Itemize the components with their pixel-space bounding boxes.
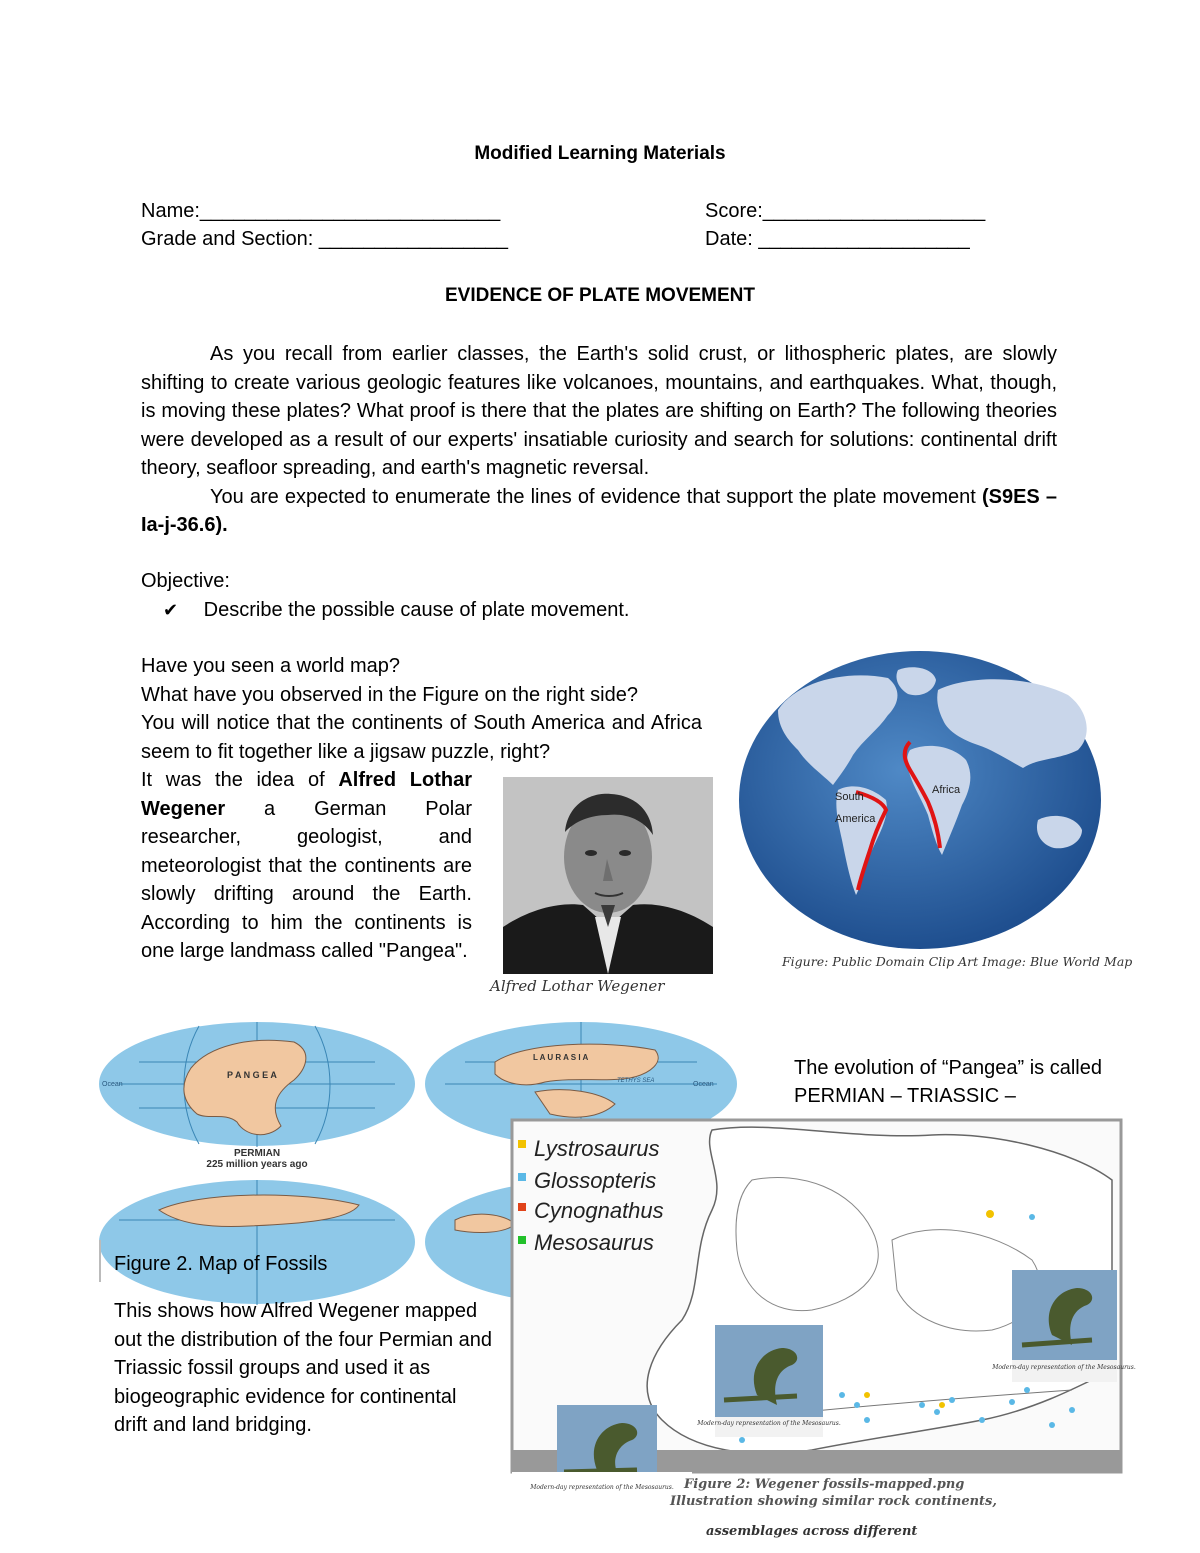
permian-years: 225 million years ago xyxy=(206,1159,308,1170)
globe-label-africa: Africa xyxy=(932,784,961,796)
lesson-heading: EVIDENCE OF PLATE MOVEMENT xyxy=(444,285,755,306)
portrait-caption: Alfred Lothar Wegener xyxy=(490,977,665,995)
permian-caption xyxy=(99,1148,415,1170)
laurasia-letters: L A U R A S I A xyxy=(533,1053,589,1062)
world-globe xyxy=(738,650,1102,950)
objective-text: Describe the possible cause of plate movement. xyxy=(203,599,630,621)
figure-divider xyxy=(99,1240,101,1282)
fossil-map xyxy=(512,1120,1136,1472)
pangea-cretaceous-map xyxy=(425,1180,515,1240)
inset-caption-middle: Modern-day representation of the Mesosaurus. xyxy=(697,1420,841,1427)
inset-caption-right: Modern-day representation of the Mesosaurus. xyxy=(992,1364,1136,1371)
objective-label: Objective: xyxy=(141,570,230,592)
inset-left-caption-box xyxy=(512,1472,692,1547)
legend-cynognathus: Cynognathus xyxy=(534,1198,664,1223)
wegener-name: Alfred Lothar Wegener xyxy=(141,769,472,820)
wegener-paragraph xyxy=(141,766,472,966)
wegener-portrait xyxy=(503,777,713,974)
competency-code: (S9ES –Ia-j-36.6). xyxy=(141,485,1058,536)
pangea-letters: P A N G E A xyxy=(227,1070,277,1080)
fossil-map-caption-1: Figure 2: Wegener fossils-mapped.png xyxy=(684,1477,965,1492)
intro-paragraph: As you recall from earlier classes, the Earth's solid crust, or lithospheric plates, are slowly shifting to create various geologic features like volcanoes, mountains, and earthquakes. What, though, is moving these plates? What proof is there that the plates are shifting on Earth? The following theories were developed as a result of our experts' insatiable curiosity and search for solutions: continental drift theory, seafloor spreading, and earth's magnetic reversal. xyxy=(141,343,1057,479)
wegener-description: a German Polar researcher, geologist, and meteorologist that the continents are slowly drifting around the Earth. According to him the continents is one large landmass called "Pangea". xyxy=(141,797,472,962)
fossil-figure-label: Figure 2. Map of Fossils xyxy=(114,1253,328,1275)
grade-section-field[interactable]: Grade and Section: _________________ xyxy=(141,228,508,250)
permian-label: PERMIAN xyxy=(233,1148,281,1159)
permian-map-image xyxy=(99,1022,415,1147)
fossil-map-caption-3: assemblages across different xyxy=(706,1524,918,1539)
expectation-text: You are expected to enumerate the lines of evidence that support the plate movement xyxy=(210,485,982,508)
legend-swatch-lystrosaurus xyxy=(518,1140,526,1148)
map-question-2: What have you observed in the Figure on the right side? xyxy=(141,684,638,706)
wegener-intro: It was the idea of xyxy=(141,769,339,791)
legend-glossopteris: Glossopteris xyxy=(534,1168,657,1193)
score-field[interactable]: Score:____________________ xyxy=(705,200,986,222)
globe-label-america: America xyxy=(835,813,876,825)
globe-label-south: South xyxy=(835,791,864,803)
jurassic-map-image xyxy=(99,1180,415,1305)
legend-mesosaurus: Mesosaurus xyxy=(534,1230,654,1255)
pangea-permian-map xyxy=(99,1022,415,1147)
mesosaurus-inset-left xyxy=(557,1405,657,1480)
globe-caption: Figure: Public Domain Clip Art Image: Blue World Map xyxy=(782,954,1133,969)
checkmark-icon: ✔ xyxy=(163,600,179,620)
fossil-description: This shows how Alfred Wegener mapped out the distribution of the four Permian and Triassic fossil groups and used it as biogeographic evidence for continental drift and land bridging. xyxy=(114,1300,493,1436)
inset-caption-left: Modern-day representation of the Mesosaurus. xyxy=(530,1484,674,1491)
pangea-jurassic-map xyxy=(99,1180,415,1240)
name-field[interactable]: Name:___________________________ xyxy=(141,200,501,222)
fossil-map-caption-2: Illustration showing similar rock continents, xyxy=(670,1494,997,1509)
pangea-triassic-map xyxy=(425,1022,737,1110)
legend-swatch-cynognathus xyxy=(518,1203,526,1211)
ocean-label-left: Ocean xyxy=(102,1081,123,1088)
portrait-image xyxy=(503,777,713,974)
objective-item xyxy=(163,596,629,625)
date-field[interactable]: Date: ___________________ xyxy=(705,228,970,250)
globe-image xyxy=(738,650,1102,950)
legend-swatch-mesosaurus xyxy=(518,1236,526,1244)
evolution-line-1: The evolution of “Pangea” is called xyxy=(794,1057,1102,1079)
expectation-paragraph xyxy=(141,483,1057,540)
tethys-label: TETHYS SEA xyxy=(617,1078,655,1084)
map-question-3: You will notice that the continents of South America and Africa seem to fit together like a jigsaw puzzle, right? xyxy=(141,712,702,763)
ocean-label-right: Ocean xyxy=(693,1081,714,1088)
page-title: Modified Learning Materials xyxy=(474,143,726,164)
evolution-line-2: PERMIAN – TRIASSIC – xyxy=(794,1085,1016,1107)
legend-swatch-glossopteris xyxy=(518,1173,526,1181)
intro-block xyxy=(141,340,1057,540)
fossil-map-image xyxy=(512,1120,1136,1472)
map-question-1: Have you seen a world map? xyxy=(141,655,401,677)
legend-lystrosaurus: Lystrosaurus xyxy=(534,1136,660,1161)
